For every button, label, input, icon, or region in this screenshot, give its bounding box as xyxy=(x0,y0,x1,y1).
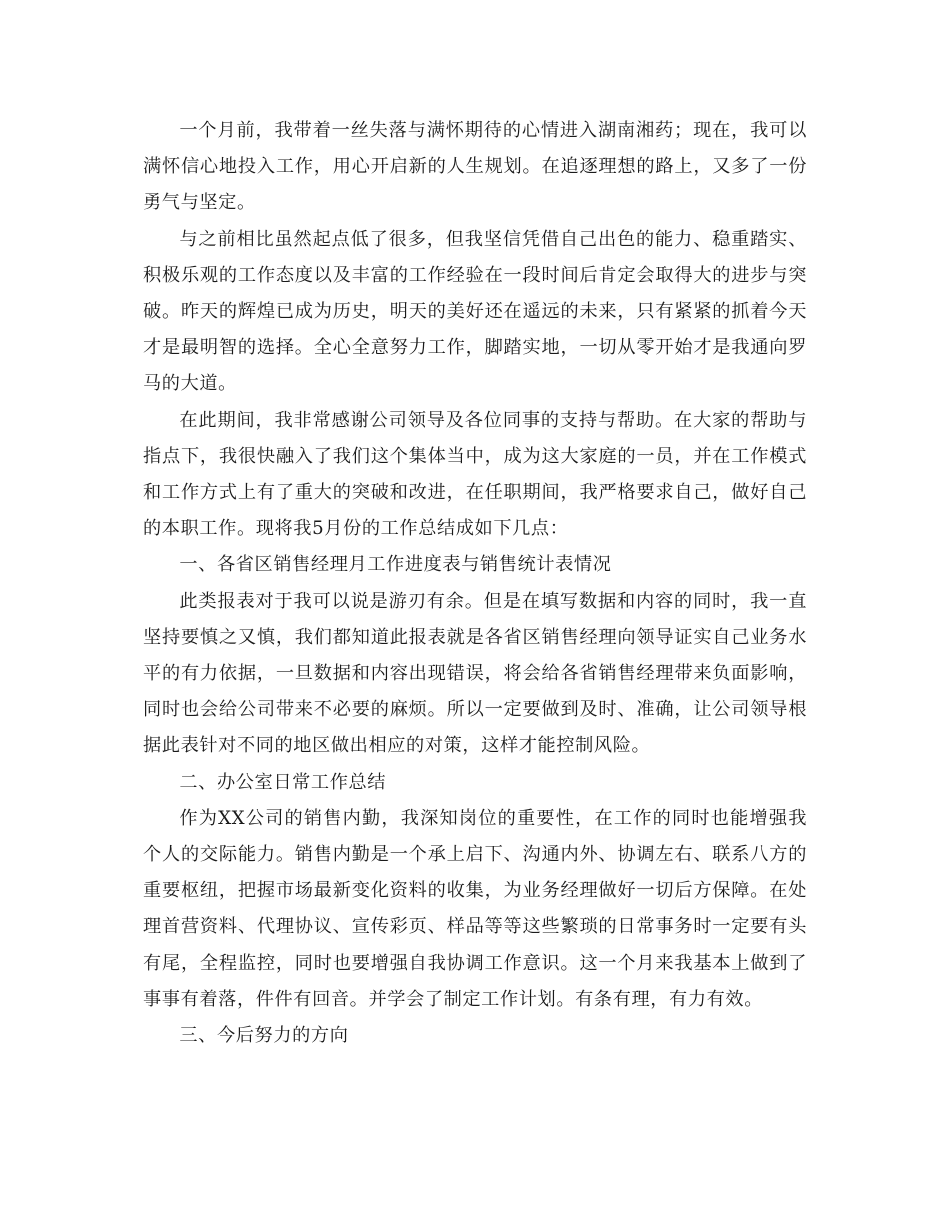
paragraph-thanks: 在此期间，我非常感谢公司领导及各位同事的支持与帮助。在大家的帮助与指点下，我很快融入了我们这个集体当中，成为这大家庭的一员，并在工作模式和工作方式上有了重大的突破和改进，在任职期间，我严格要求自己，做好自己的本职工作。现将我5月份的工作总结成如下几点： xyxy=(143,409,807,540)
paragraph-reports: 此类报表对于我可以说是游刃有余。但是在填写数据和内容的同时，我一直坚持要慎之又慎，我们都知道此报表就是各省区销售经理向领导证实自己业务水平的有力依据，一旦数据和内容出现错误，将会给各省销售经理带来负面影响，同时也会给公司带来不必要的麻烦。所以一定要做到及时、准确，让公司领导根据此表针对不同的地区做出相应的对策，这样才能控制风险。 xyxy=(143,590,807,757)
document-body xyxy=(143,113,807,1054)
paragraph-office-work: 作为XX公司的销售内勤，我深知岗位的重要性，在工作的同时也能增强我个人的交际能力。销售内勤是一个承上启下、沟通内外、协调左右、联系八方的重要枢纽，把握市场最新变化资料的收集，为业务经理做好一切后方保障。在处理首营资料、代理协议、宣传彩页、样品等等这些繁琐的日常事务时一定要有头有尾，全程监控，同时也要增强自我协调工作意识。这一个月来我基本上做到了事事有着落，件件有回音。并学会了制定工作计划。有条有理，有力有效。 xyxy=(143,807,807,1010)
section-heading-1: 一、各省区销售经理月工作进度表与销售统计表情况 xyxy=(179,554,612,576)
paragraph-belief: 与之前相比虽然起点低了很多，但我坚信凭借自己出色的能力、稳重踏实、积极乐观的工作态度以及丰富的工作经验在一段时间后肯定会取得大的进步与突破。昨天的辉煌已成为历史，明天的美好还在遥远的未来，只有紧紧的抓着今天才是最明智的选择。全心全意努力工作，脚踏实地，一切从零开始才是我通向罗马的大道。 xyxy=(143,228,807,395)
paragraph-intro: 一个月前，我带着一丝失落与满怀期待的心情进入湖南湘药；现在，我可以满怀信心地投入工作，用心开启新的人生规划。在追逐理想的路上，又多了一份勇气与坚定。 xyxy=(143,120,807,214)
section-heading-2: 二、办公室日常工作总结 xyxy=(179,771,387,793)
section-heading-3: 三、今后努力的方向 xyxy=(179,1025,349,1047)
